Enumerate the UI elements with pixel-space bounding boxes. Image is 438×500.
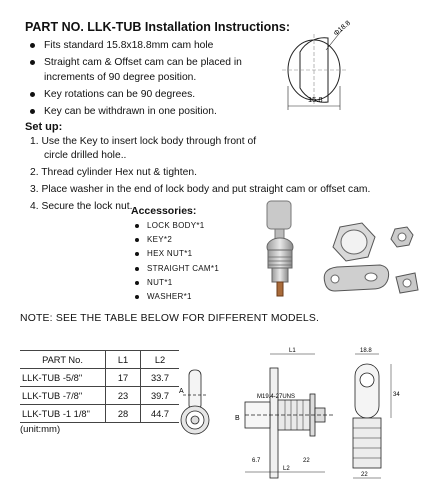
dim-b-label: B bbox=[235, 415, 240, 422]
table-cell: LLK-TUB -7/8" bbox=[20, 387, 106, 405]
table-cell: LLK-TUB -5/8" bbox=[20, 369, 106, 387]
straight-cam-icon bbox=[324, 265, 388, 291]
dim-l1-label: L1 bbox=[289, 348, 296, 354]
feature-item: Fits standard 15.8x18.8mm cam hole bbox=[30, 38, 265, 53]
table-cell: 44.7 bbox=[141, 405, 180, 423]
washer-icon bbox=[396, 273, 418, 293]
accessories-title: Accessories: bbox=[131, 205, 197, 217]
hole-diameter-label: Φ18.8 bbox=[332, 20, 353, 38]
feature-item: Key can be withdrawn in one position. bbox=[30, 104, 265, 119]
accessory-item: HEX NUT*1 bbox=[135, 247, 219, 261]
table-row bbox=[20, 369, 179, 387]
feature-list bbox=[30, 38, 265, 121]
hole-width-label: 15.8 bbox=[308, 95, 323, 104]
hex-nut-icon bbox=[333, 223, 375, 261]
dim-22-label: 22 bbox=[303, 458, 310, 464]
table-cell: 17 bbox=[106, 369, 141, 387]
table-cell: 28 bbox=[106, 405, 141, 423]
step-3: 3. Place washer in the end of lock body and put straight cam or offset cam. bbox=[30, 184, 371, 195]
accessory-item: STRAIGHT CAM*1 bbox=[135, 262, 219, 276]
feature-item: Straight cam & Offset cam can be placed in increments of 90 degree position. bbox=[30, 55, 265, 85]
models-note: NOTE: SEE THE TABLE BELOW FOR DIFFERENT MODELS. bbox=[20, 313, 320, 324]
table-row bbox=[20, 405, 179, 423]
table-cell: LLK-TUB -1 1/8" bbox=[20, 405, 106, 423]
table-row bbox=[20, 387, 179, 405]
table-cell: 23 bbox=[106, 387, 141, 405]
table-header: L2 bbox=[141, 351, 180, 369]
end-view bbox=[353, 364, 381, 468]
table-header: PART No. bbox=[20, 351, 106, 369]
table-header-row bbox=[20, 351, 179, 369]
lock-body-icon bbox=[267, 238, 293, 296]
accessories-list bbox=[135, 219, 219, 304]
accessory-item: KEY*2 bbox=[135, 233, 219, 247]
technical-drawing bbox=[175, 340, 433, 490]
table-cell: 33.7 bbox=[141, 369, 180, 387]
dim-l2-label: L2 bbox=[283, 466, 290, 472]
thread-label: M19.4-27UNS bbox=[257, 394, 296, 400]
step-1-text: 1. Use the Key to insert lock body through front of bbox=[30, 136, 257, 147]
step-2: 2. Thread cylinder Hex nut & tighten. bbox=[30, 167, 197, 178]
accessory-item: WASHER*1 bbox=[135, 290, 219, 304]
key-icon bbox=[267, 201, 291, 239]
dim-22b-label: 22 bbox=[361, 472, 368, 478]
dim-a-label: A bbox=[179, 388, 184, 395]
dim-6-7-label: 6.7 bbox=[252, 458, 261, 464]
dim-34-label: 34 bbox=[393, 392, 400, 398]
accessory-item: NUT*1 bbox=[135, 276, 219, 290]
unit-label: (unit:mm) bbox=[20, 424, 61, 435]
step-1-continuation: circle drilled hole.. bbox=[44, 150, 127, 161]
models-table bbox=[20, 350, 179, 423]
feature-item: Key rotations can be 90 degrees. bbox=[30, 87, 265, 102]
front-view bbox=[181, 370, 209, 434]
step-1 bbox=[30, 135, 430, 163]
table-header: L1 bbox=[106, 351, 141, 369]
setup-title: Set up: bbox=[25, 121, 63, 133]
dim-18-8-label: 18.8 bbox=[360, 348, 372, 354]
step-4: 4. Secure the lock nut. bbox=[30, 201, 133, 212]
accessory-item: LOCK BODY*1 bbox=[135, 219, 219, 233]
nut-icon bbox=[391, 227, 413, 247]
table-cell: 39.7 bbox=[141, 387, 180, 405]
page-title: PART NO. LLK-TUB Installation Instructions: bbox=[25, 20, 291, 34]
lock-parts-photo bbox=[255, 195, 425, 305]
cam-hole-diagram bbox=[280, 20, 385, 115]
